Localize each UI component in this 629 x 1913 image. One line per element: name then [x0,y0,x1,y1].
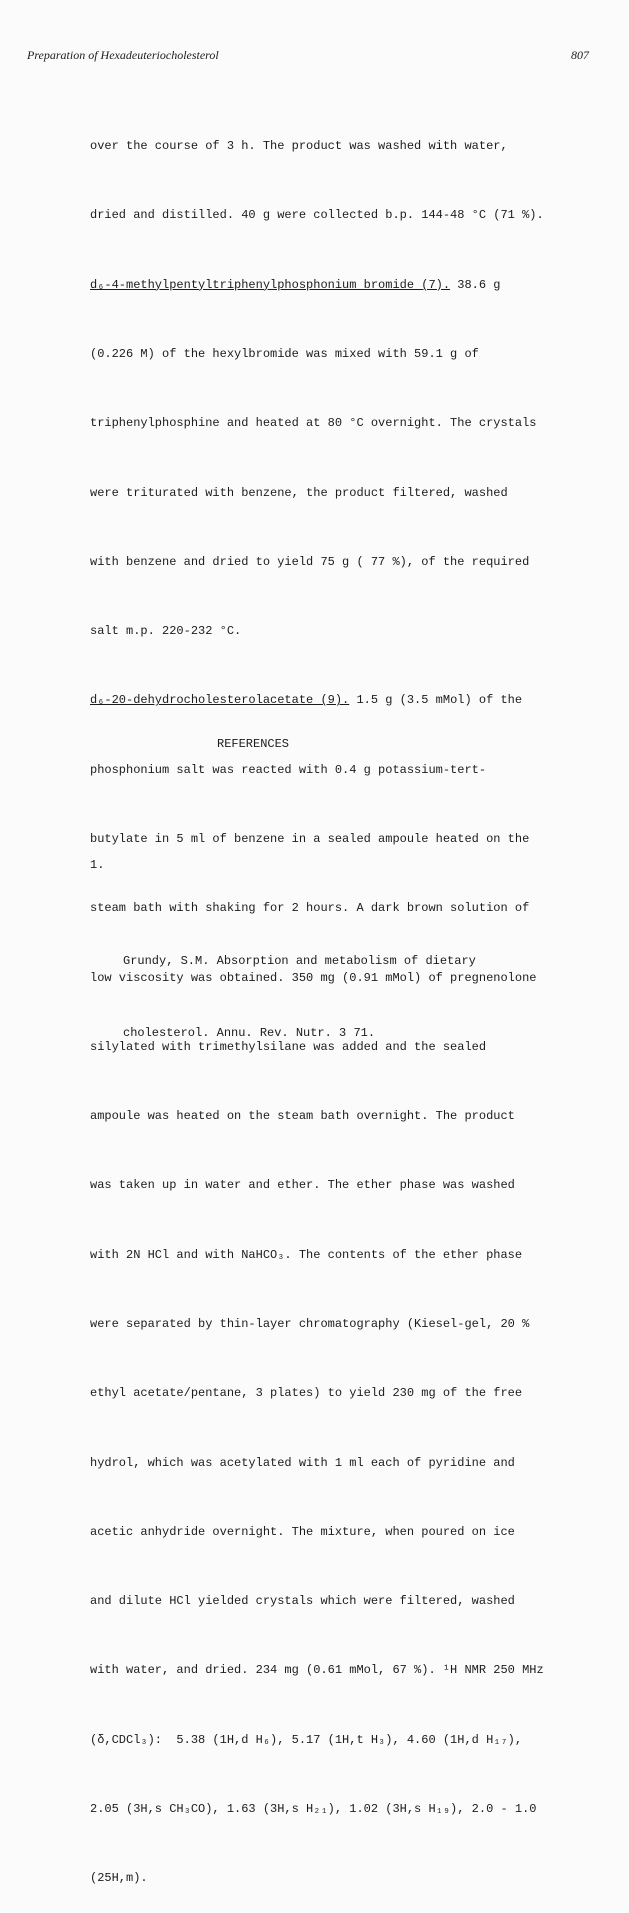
text-line: over the course of 3 h. The product was washed with water, [90,139,508,154]
page-number: 807 [571,48,589,62]
text-line: were triturated with benzene, the product filtered, washed [90,485,508,500]
text-line [90,274,590,297]
reference-text [123,901,476,1093]
compound-heading-7: d₆-4-methylpentyltriphenylphosphonium bromide (7). [90,277,451,292]
references-heading: REFERENCES [217,737,290,751]
text-line [90,689,590,712]
text-fragment: 38.6 g [450,277,501,292]
text-line: with benzene and dried to yield 75 g ( 77 %), of the required [90,554,530,569]
text-line: butylate in 5 ml of benzene in a sealed ampoule heated on the [90,832,530,846]
text-line: steam bath with shaking for 2 hours. A dark brown solution of [90,901,530,916]
text-line: 2.05 (3H,s CH₃CO), 1.63 (3H,s H₂₁), 1.02 (3H,s H₁₉), 2.0 - 1.0 [90,1801,537,1816]
text-line: with 2N HCl and with NaHCO₃. The contents of the ether phase [90,1247,523,1262]
text-line: (0.226 M) of the hexylbromide was mixed with 59.1 g of [90,347,479,362]
running-head [27,48,589,64]
reference-number: 1. [90,858,105,872]
compound-heading-9: d₆-20-dehydrocholesterolacetate (9). [90,693,350,708]
text-line: phosphonium salt was reacted with 0.4 g potassium-tert- [90,762,487,777]
text-line: silylated with trimethylsilane was added and the sealed [90,1039,487,1054]
text-line: triphenylphosphine and heated at 80 °C overnight. The crystals [90,416,537,431]
text-line: (25H,m). [90,1871,148,1886]
text-line: ethyl acetate/pentane, 3 plates) to yield 230 mg of the free [90,1386,523,1401]
text-line: dried and distilled. 40 g were collected b.p. 144-48 °C (71 %). [90,208,544,223]
text-line: were separated by thin-layer chromatography (Kiesel-gel, 20 % [90,1316,530,1331]
text-line: ampoule was heated on the steam bath overnight. The product [90,1109,515,1124]
running-title: Preparation of Hexadeuteriocholesterol [27,48,219,62]
text-line: low viscosity was obtained. 350 mg (0.91 mMol) of pregnenolone [90,970,537,985]
text-line: and dilute HCl yielded crystals which were filtered, washed [90,1594,515,1609]
text-line: salt m.p. 220-232 °C. [90,624,242,639]
text-line: (δ,CDCl₃): 5.38 (1H,d H₆), 5.17 (1H,t H₃), 4.60 (1H,d H₁₇), [90,1732,523,1747]
reference-line: Grundy, S.M. Absorption and metabolism of dietary [123,954,476,968]
text-line: with water, and dried. 234 mg (0.61 mMol, 67 %). ¹H NMR 250 MHz [90,1663,544,1678]
text-line: acetic anhydride overnight. The mixture, when poured on ice [90,1524,515,1539]
text-line: hydrol, which was acetylated with 1 ml each of pyridine and [90,1455,515,1470]
text-fragment: 1.5 g (3.5 mMol) of the [349,693,523,708]
reference-line: cholesterol. Annu. Rev. Nutr. 3 71. [123,1026,376,1040]
text-line: was taken up in water and ether. The ether phase was washed [90,1178,515,1193]
